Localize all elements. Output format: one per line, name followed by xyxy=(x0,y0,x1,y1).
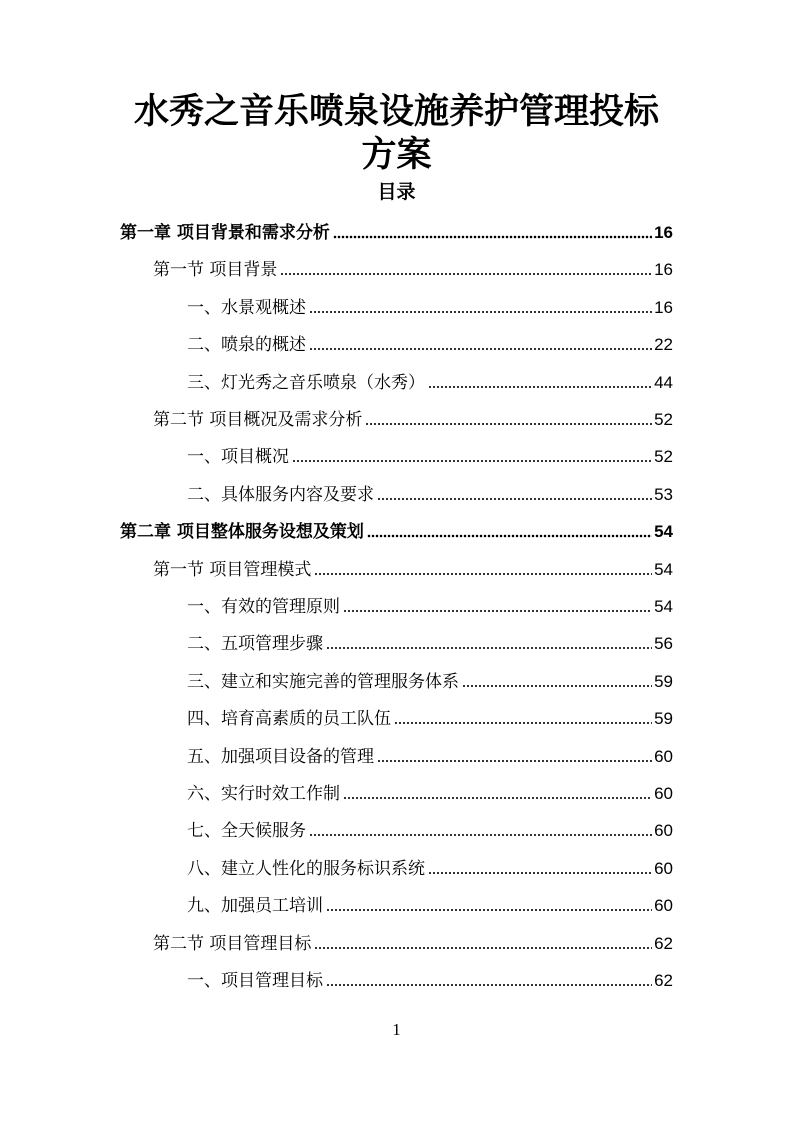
toc-entry-label: 一、有效的管理原则 xyxy=(187,597,340,617)
toc-dot-leader xyxy=(428,871,652,875)
toc-entry-page: 59 xyxy=(654,709,673,729)
toc-entry-label: 一、水景观概述 xyxy=(187,297,306,318)
toc-entry-label: 第一节 项目管理模式 xyxy=(153,559,312,580)
toc-entry-page: 16 xyxy=(654,260,673,280)
toc-entry-label: 六、实行时效工作制 xyxy=(187,784,340,804)
toc-entry[interactable] xyxy=(187,364,673,394)
toc-entry[interactable] xyxy=(187,850,673,880)
toc-dot-leader xyxy=(326,908,652,912)
toc-entry[interactable] xyxy=(187,289,673,319)
toc-dot-leader xyxy=(394,721,652,725)
toc-entry[interactable] xyxy=(153,251,673,281)
toc-entry-page: 62 xyxy=(654,933,673,953)
toc-entry[interactable] xyxy=(187,663,673,693)
toc-dot-leader xyxy=(377,497,652,501)
toc-entry-page: 16 xyxy=(654,223,673,242)
toc-entry-label: 一、项目管理目标 xyxy=(187,971,323,991)
toc-entry-label: 第一章 项目背景和需求分析 xyxy=(120,223,330,243)
toc-entry-label: 二、具体服务内容及要求 xyxy=(187,484,374,505)
toc-entry-page: 60 xyxy=(654,784,673,803)
toc-dot-leader xyxy=(365,422,652,426)
toc-entry-page: 60 xyxy=(654,746,673,766)
toc-entry-label: 第一节 项目背景 xyxy=(153,260,278,281)
toc-dot-leader xyxy=(292,459,652,463)
toc-dot-leader xyxy=(326,983,652,987)
toc-entry-page: 44 xyxy=(654,372,673,392)
toc-entry[interactable] xyxy=(187,326,673,356)
toc-entry-label: 四、培育高素质的员工队伍 xyxy=(187,709,391,730)
toc-entry-label: 三、建立和实施完善的管理服务体系 xyxy=(187,671,459,692)
toc-dot-leader xyxy=(367,534,652,538)
toc-entry-label: 八、建立人性化的服务标识系统 xyxy=(187,858,425,879)
toc-entry-label: 第二节 项目概况及需求分析 xyxy=(153,410,363,430)
toc-heading: 目录 xyxy=(377,181,416,203)
document-title-line2: 方案 xyxy=(361,135,432,175)
toc-dot-leader xyxy=(428,385,652,389)
toc-entry-page: 52 xyxy=(654,447,673,467)
toc-entry[interactable] xyxy=(120,513,673,543)
toc-dot-leader xyxy=(326,646,652,650)
toc-entry-label: 二、五项管理步骤 xyxy=(187,634,323,655)
toc-dot-leader xyxy=(309,347,652,351)
toc-entry[interactable] xyxy=(187,438,673,468)
toc-entry[interactable] xyxy=(187,738,673,768)
toc-entry-page: 54 xyxy=(654,597,673,616)
toc-dot-leader xyxy=(280,272,652,276)
toc-dot-leader xyxy=(314,572,652,576)
toc-entry-label: 九、加强员工培训 xyxy=(187,896,323,917)
toc-entry-page: 60 xyxy=(654,858,673,878)
toc-entry-label: 二、喷泉的概述 xyxy=(187,335,306,356)
toc-entry[interactable] xyxy=(187,812,673,842)
toc-entry-page: 16 xyxy=(654,297,673,317)
toc-entry-page: 62 xyxy=(654,971,673,990)
toc-entry-page: 56 xyxy=(654,634,673,654)
toc-entry[interactable] xyxy=(187,588,673,618)
toc-dot-leader xyxy=(333,235,652,239)
toc-entry[interactable] xyxy=(120,214,673,244)
toc-entry[interactable] xyxy=(187,775,673,805)
toc-entry[interactable] xyxy=(187,476,673,506)
toc-entry[interactable] xyxy=(187,962,673,992)
toc-dot-leader xyxy=(343,609,652,613)
document-title-line1: 水秀之音乐喷泉设施养护管理投标 xyxy=(133,92,659,132)
toc-dot-leader xyxy=(309,833,652,837)
toc-entry[interactable] xyxy=(187,887,673,917)
toc-dot-leader xyxy=(462,684,652,688)
toc-entry-page: 22 xyxy=(654,335,673,355)
toc-entry-page: 54 xyxy=(654,559,673,579)
toc-entry[interactable] xyxy=(187,700,673,730)
toc-entry[interactable] xyxy=(153,551,673,581)
toc-entry-page: 52 xyxy=(654,410,673,429)
toc-dot-leader xyxy=(377,759,652,763)
toc-dot-leader xyxy=(343,796,652,800)
toc-entry[interactable] xyxy=(187,625,673,655)
page-number: 1 xyxy=(392,1020,401,1039)
toc-entry-page: 60 xyxy=(654,821,673,841)
toc-entry[interactable] xyxy=(153,925,673,955)
toc-entry-label: 三、灯光秀之音乐喷泉（水秀） xyxy=(187,372,425,393)
toc-entry-label: 一、项目概况 xyxy=(187,447,289,468)
toc-entry[interactable] xyxy=(153,401,673,431)
toc-entry-page: 59 xyxy=(654,671,673,691)
toc-entry-label: 五、加强项目设备的管理 xyxy=(187,746,374,767)
toc-dot-leader xyxy=(314,946,652,950)
toc-entry-label: 第二节 项目管理目标 xyxy=(153,933,312,954)
toc-entry-label: 七、全天候服务 xyxy=(187,821,306,842)
toc-entry-page: 60 xyxy=(654,896,673,916)
toc-entry-page: 54 xyxy=(654,522,673,542)
toc-entry-page: 53 xyxy=(654,484,673,504)
toc-dot-leader xyxy=(309,310,652,314)
toc-entry-label: 第二章 项目整体服务设想及策划 xyxy=(120,522,364,543)
